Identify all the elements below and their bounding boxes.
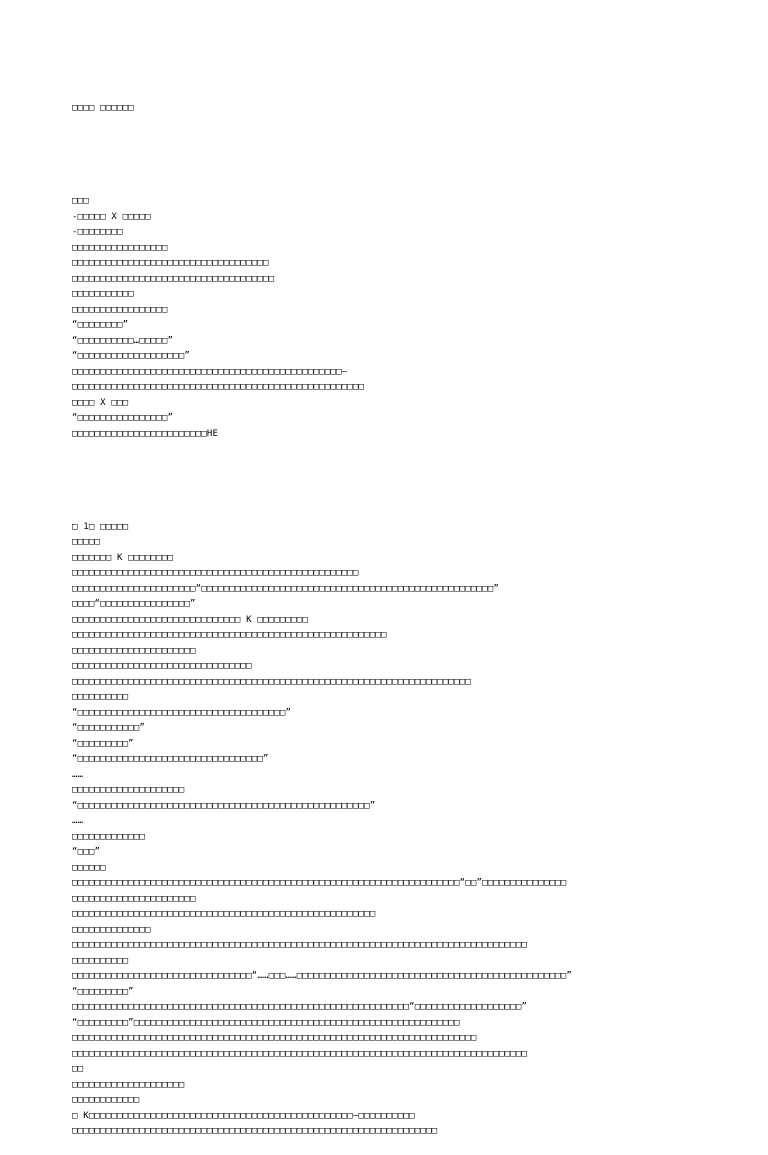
text-line: □□□□□□□□□□□□□□□□□□□□□□□□□□□□□□□□□□□□□□□□□□□□□□□□□□□□ [72, 382, 365, 392]
text-line: “□□□□□□□□□□□” [72, 723, 146, 733]
text-line: “□□□□□□□□□” [72, 986, 134, 997]
text-line: □□□□□□□□□□□□□□□□□□□□□□□□□□□□□□□□□□□□□□□□□□□□□□□□□□□□□□□□□□□□□□□□□□□□□□□ [72, 676, 471, 687]
text-line: □□□□□□□□□□□□□□□□□□□□□□□□□□□□□□□□□□□□□□□□□□□□□□□□□□□□□□ [72, 909, 376, 919]
text-line: □□□□□□□□□□□□□□□□□□□□□□□□□□□□□□ K □□□□□□□□□ [72, 614, 308, 625]
text-line: “□□□□□□□□□□□□□□□□□□□□□□□□□□□□□□□□□□□□□□□□□□□□□□□□□□□□” [72, 800, 376, 811]
text-line: “□□□□□□□□□□…□□□□□” [72, 335, 174, 346]
text-line: □□□□□□□□□□□□□□□□□□□□□□ [72, 645, 196, 656]
text-line: “□□□□□□□□” [72, 320, 129, 330]
text-line: □□□□□□□□□□□□ [72, 1095, 140, 1105]
text-line: □□□□□□□□□□□□□□□□□□□□□□□□□□□□□□□□□□□□□□□□□□□□□□□□□□□□□□□□□□□□□□□□□□□□□□□□□□□□□□□□□ [72, 940, 528, 950]
text-line: □□□□□□□□□□□□□□□□□□□□ [72, 785, 185, 795]
text-line: □□□□□□□□□□□□□□□□□□□□□□□□□□□□□□□□□□□□□□□□□□□□□□□□□□□□□□□□□□□□□□□□□ [72, 1126, 438, 1136]
text-line: □□□□□□□□□□□□□□□□□□□□□□□□□□□□□□□□ [72, 661, 252, 671]
text-line: □□□□“□□□□□□□□□□□□□□□□” [72, 599, 196, 609]
text-line: □□□□□□□□□□□□□□□□□□□□□□□□□□□□□□□□□□□□□□□□□□□□□□□□□□□ [72, 568, 359, 578]
text-line: -□□□□□ X □□□□□ [72, 211, 151, 222]
text-line: □□□□ X □□□ [72, 397, 129, 408]
text-line: □□□□□□□□□□□□□ [72, 831, 146, 842]
text-line: □□□□□□□□□□□□□□□□□□□□□□□□□□□□□□□□□□□□□□□□□□□□□□□□□□□□□□□□ [72, 630, 387, 640]
text-line: “□□□□□□□□□□□□□□□□□□□” [72, 351, 190, 361]
spacer [72, 148, 722, 164]
text-line: □□□□□□□ K □□□□□□□□ [72, 552, 174, 563]
text-line: □ 1□ □□□□□ [72, 521, 129, 532]
text-line: □□□ [72, 196, 89, 206]
text-line: □□□□□□□□□□ [72, 955, 129, 966]
text-line: □□□□□□□□□□□□□□□□□□□□□□□□HE [72, 428, 219, 439]
section-1 [72, 194, 722, 442]
text-line: □□□□□□□□□□□□□□□□□□□□□□□□□□□□□□□□□□□□ [72, 273, 275, 284]
text-line: □□□□□□□□□□□□□□□□□□□□□□□□□□□□□□□□□□□□□□□□□□□□□□□□— [72, 366, 348, 377]
text-line: □□□□□□□□□□□□□□□□□□□□□□□□□□□□□□□□□□□ [72, 258, 269, 268]
text-line: □□□□□□□□□□□□□□□□□□□□□□□□□□□□□□□□□□□□□□□□□□□□□□□□□□□□□□□□□□□□□□□□□□□□□□□□□□□□□□□□□ [72, 1048, 528, 1059]
spacer [72, 473, 722, 489]
text-line: “□□□□□□□□□”□□□□□□□□□□□□□□□□□□□□□□□□□□□□□□□□□□□□□□□□□□□□□□□□□□□□□□□□□□ [72, 1017, 460, 1028]
text-line: □□□□□□□□□□□□□□□□□□□□□□□□□□□□□□□□□□□□□□□□□□□□□□□□□□□□□□□□□□□□□□□□□□□□□□□□ [72, 1033, 477, 1043]
text-line: □□□□□□□□□□ [72, 692, 129, 702]
text-line: □□□□□□□□□□□□□□□□□□□□□□“□□□□□□□□□□□□□□□□□□□□□□□□□□□□□□□□□□□□□□□□□□□□□□□□□□□□” [72, 583, 500, 594]
document-body [72, 70, 722, 1155]
text-line: “□□□” [72, 847, 101, 857]
text-line: “□□□□□□□□□□□□□□□□□□□□□□□□□□□□□□□□□□□□□” [72, 707, 292, 718]
text-line: “□□□□□□□□□□□□□□□□” [72, 413, 174, 423]
text-line: …… [72, 769, 84, 780]
text-line: □□□□□□□□□□□□□□□□□□□□□□□□□□□□□□□□“……□□□……□□□□□□□□□□□□□□□□□□□□□□□□□□□□□□□□□□□□□□□□□□□□□□□□” [72, 971, 573, 981]
text-line: □□□□□□□□□□□□□□□□□ [72, 304, 168, 315]
text-line: □□□□□ [72, 537, 101, 547]
text-line: □□ [72, 1064, 84, 1074]
text-line: □□□□□□□□□□□□□□□□□□□□ [72, 1079, 185, 1090]
text-line: “□□□□□□□□□” [72, 738, 134, 749]
text-line: □□□□□□□□□□□□□□□□□ [72, 242, 168, 253]
text-line: …… [72, 816, 84, 826]
text-line: □□□□□□□□□□□□□□ [72, 924, 151, 935]
text-line: -□□□□□□□□ [72, 227, 123, 237]
text-line: □□□□□□□□□□□ [72, 289, 134, 299]
text-line: □□□□□□ [72, 862, 106, 873]
section-2 [72, 520, 722, 1140]
text-line: “□□□□□□□□□□□□□□□□□□□□□□□□□□□□□□□□□” [72, 754, 269, 764]
text-line: □□□□□□□□□□□□□□□□□□□□□□□□□□□□□□□□□□□□□□□□□□□□□□□□□□□□□□□□□□□□□□□□□□□□□“□□”□□□□□□□□□□□□□□□ [72, 878, 567, 888]
document-title: □□□□ □□□□□□ [72, 103, 134, 113]
text-line: □□□□□□□□□□□□□□□□□□□□□□□□□□□□□□□□□□□□□□□□□□□□□□□□□□□□□□□□□□□□“□□□□□□□□□□□□□□□□□□□” [72, 1002, 528, 1012]
text-line: □□□□□□□□□□□□□□□□□□□□□□ [72, 893, 196, 904]
text-line: □ K□□□□□□□□□□□□□□□□□□□□□□□□□□□□□□□□□□□□□□□□□□□□□□□—□□□□□□□□□□ [72, 1110, 415, 1121]
